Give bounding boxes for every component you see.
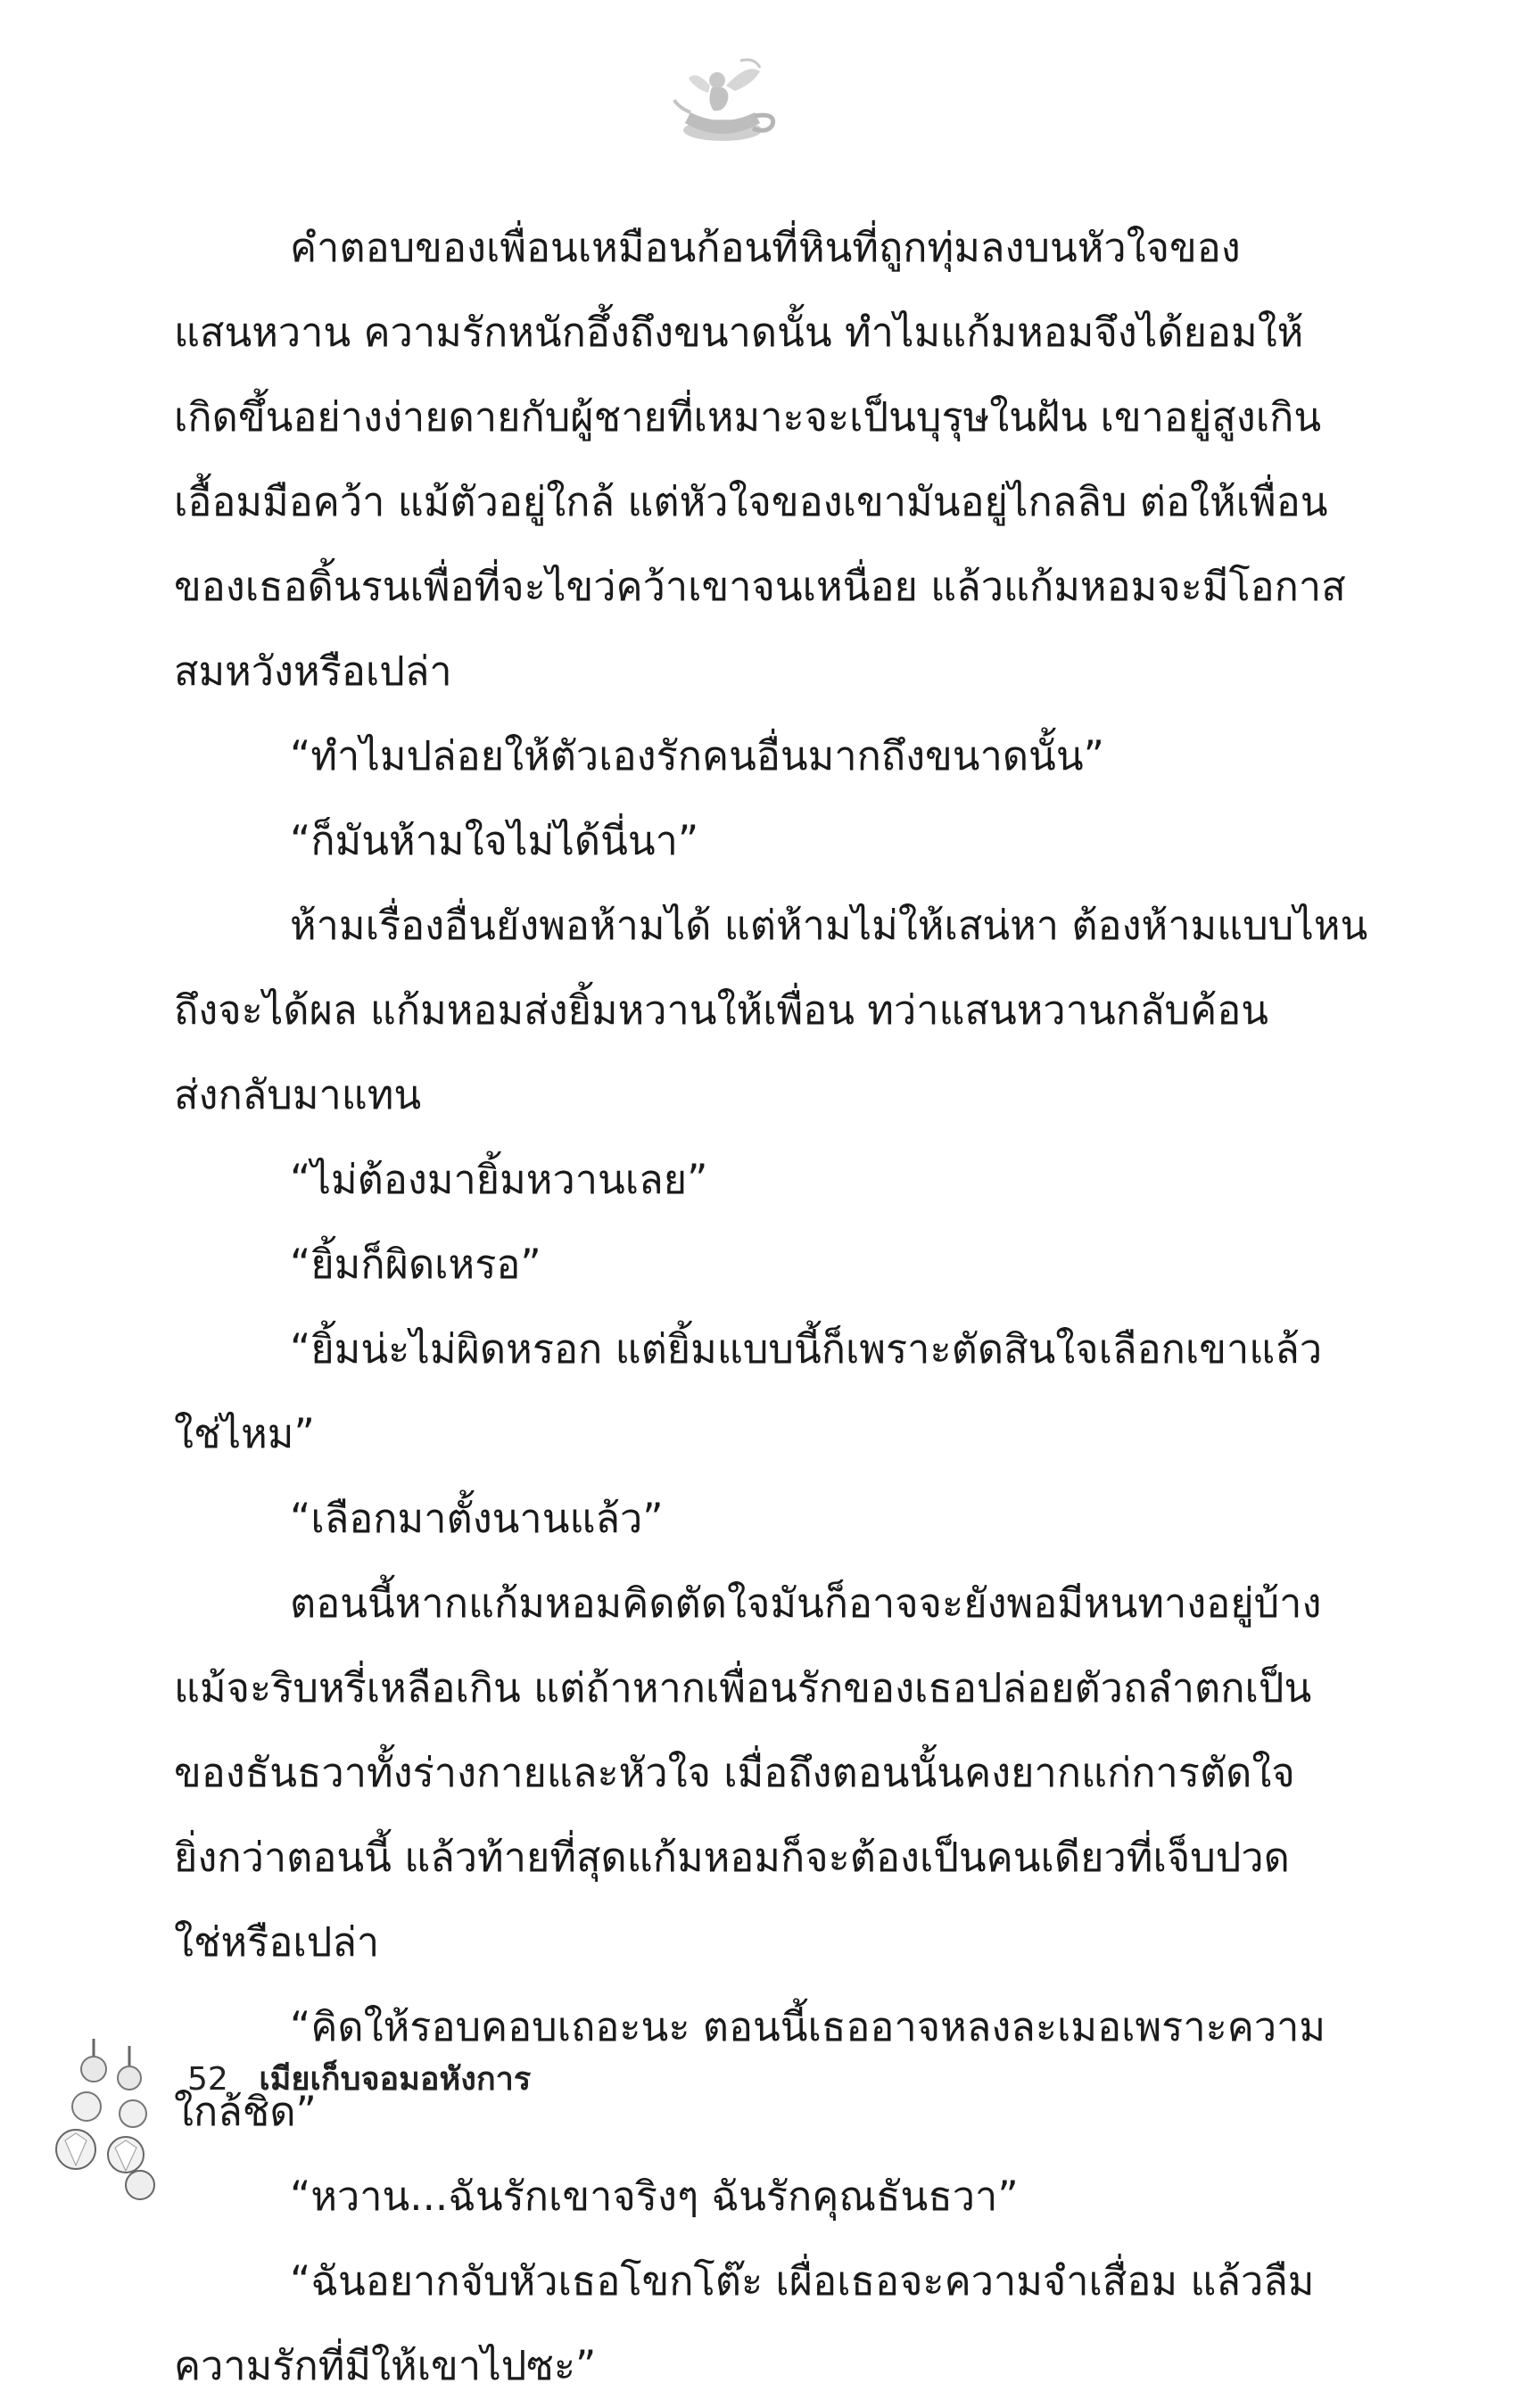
- page-footer: [187, 2053, 531, 2104]
- text-line: ห้ามเรื่องอื่นยังพอห้ามได้ แต่ห้ามไม่ให้เสน่หา ต้องห้ามแบบไหน: [290, 902, 1368, 949]
- dialogue-line: ใกล้ชิด”: [174, 2088, 317, 2135]
- dialogue-line: ความรักที่มีให้เขาไปซะ”: [174, 2342, 597, 2389]
- text-line: ใช่หรือเปล่า: [174, 1918, 380, 1966]
- text-line: เอื้อมมือคว้า แม้ตัวอยู่ใกล้ แต่หัวใจของเขามันอยู่ไกลลิบ ต่อให้เพื่อน: [174, 478, 1328, 525]
- book-title: เมียเก็บจอมอหังการ: [259, 2061, 532, 2098]
- dialogue-line: “ก็มันห้ามใจไม่ได้นี่นา”: [290, 817, 699, 864]
- dialogue-line: “ทำไมปล่อยให้ตัวเองรักคนอื่นมากถึงขนาดนั้น”: [290, 732, 1104, 779]
- text-line: แสนหวาน ความรักหนักอึ้งถึงขนาดนั้น ทำไมแก้มหอมจึงได้ยอมให้: [174, 309, 1304, 356]
- text-line: ตอนนี้หากแก้มหอมคิดตัดใจมันก็อาจจะยังพอมีหนทางอยู่บ้าง: [290, 1579, 1322, 1627]
- text-line: ยิ่งกว่าตอนนี้ แล้วท้ายที่สุดแก้มหอมก็จะต้องเป็นคนเดียวที่เจ็บปวด: [174, 1834, 1290, 1881]
- dialogue-line: “เลือกมาตั้งนานแล้ว”: [290, 1495, 664, 1542]
- cupid-teacup-ornament-icon: [660, 54, 785, 152]
- dialogue-line: “หวาน...ฉันรักเขาจริงๆ ฉันรักคุณธันธวา”: [290, 2173, 1019, 2220]
- text-line: ส่งกลับมาแทน: [174, 1071, 422, 1118]
- dialogue-line: “ยิ้มก็ผิดเหรอ”: [290, 1241, 541, 1288]
- text-line: คำตอบของเพื่อนเหมือนก้อนที่หินที่ถูกทุ่มลงบนหัวใจของ: [290, 224, 1241, 271]
- diamond-earring-ornament-icon: [40, 2033, 192, 2203]
- text-line: เกิดขึ้นอย่างง่ายดายกับผู้ชายที่เหมาะจะเป็นบุรุษในฝัน เขาอยู่สูงเกิน: [174, 393, 1322, 441]
- dialogue-line: “ไม่ต้องมายิ้มหวานเลย”: [290, 1156, 708, 1203]
- page-number: 52: [187, 2061, 228, 2098]
- text-line: ของเธอดิ้นรนเพื่อที่จะไขว่คว้าเขาจนเหนื่อย แล้วแก้มหอมจะมีโอกาส: [174, 563, 1346, 610]
- dialogue-line: “ฉันอยากจับหัวเธอโขกโต๊ะ เผื่อเธอจะความจำเสื่อม แล้วลืม: [290, 2257, 1315, 2305]
- text-line: แม้จะริบหรี่เหลือเกิน แต่ถ้าหากเพื่อนรักของเธอปล่อยตัวถลำตกเป็น: [174, 1664, 1312, 1711]
- text-line: สมหวังหรือเปล่า: [174, 647, 452, 695]
- text-line: ถึงจะได้ผล แก้มหอมส่งยิ้มหวานให้เพื่อน ทว่าแสนหวานกลับค้อน: [174, 986, 1268, 1034]
- text-line: ของธันธวาทั้งร่างกายและหัวใจ เมื่อถึงตอนนั้นคงยากแก่การตัดใจ: [174, 1749, 1295, 1796]
- dialogue-line: ใช่ไหม”: [174, 1410, 315, 1457]
- dialogue-line: “ยิ้มน่ะไม่ผิดหรอก แต่ยิ้มแบบนี้ก็เพราะตัดสินใจเลือกเขาแล้ว: [290, 1325, 1323, 1373]
- dialogue-line: “คิดให้รอบคอบเถอะนะ ตอนนี้เธออาจหลงละเมอเพราะความ: [290, 2003, 1326, 2050]
